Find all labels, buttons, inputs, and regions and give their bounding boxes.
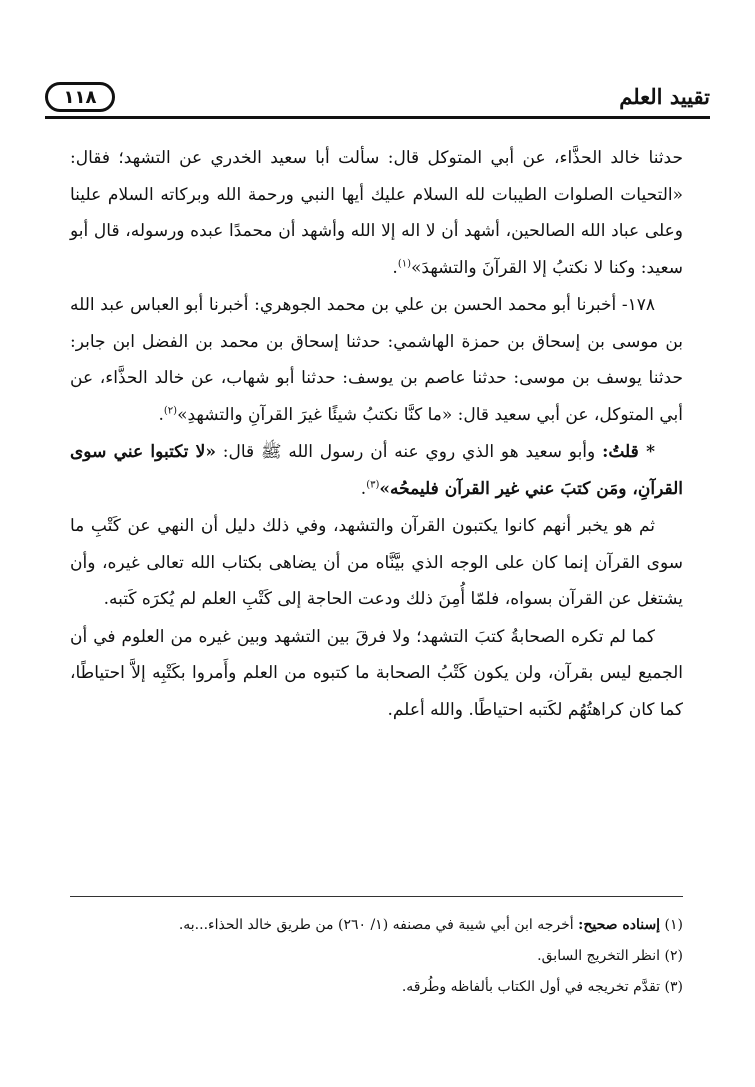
footnote-ref-2: (٢) [163,404,178,416]
paragraph-2: ١٧٨- أخبرنا أبو محمد الحسن بن علي بن محمد الجوهري: أخبرنا أبو العباس عبد الله بن موسى بن إسحاق بن حمزة الهاشمي: حدثنا إسحاق بن محمد بن الفضل ابن جابر: حدثنا يوسف بن موسى: حدثنا عاصم بن يوسف: حدثنا أبو شهاب، عن خالد الحذَّاء، عن أبي المتوكل، عن أبي سعيد قال: «ما كنَّا نكتبُ شيئًا غيرَ القرآنِ والتشهدِ»$^{(٢)}$. [70,295,683,425]
footnote-3-num: (٣) [664,979,683,995]
footnote-3 [70,972,683,1003]
footnote-1-num: (١) [664,917,683,933]
footnote-2-text: انظر التخريج السابق. [537,948,661,964]
running-title: تقييد العلم [619,84,710,109]
page-number: ١١٨ [45,82,115,112]
author-comment-label: * قلتُ: [602,442,656,462]
footnote-1-lead: إسناده صحيح: [578,917,661,933]
footnote-1 [70,910,683,941]
footnote-2 [70,941,683,972]
footnotes [70,910,683,1003]
hadith-quote: «لا تكتبوا عني سوى القرآنِ، ومَن كتبَ عني غير القرآن فليمحُه» [70,442,683,499]
footnote-ref-3: (٣) [366,478,380,490]
footnote-2-num: (٢) [664,948,683,964]
footnote-separator [70,896,683,897]
footnote-3-text: تقدَّم تخريجه في أول الكتاب بألفاظه وطُرقه. [401,979,661,995]
paragraph-3-text: وأبو سعيد هو الذي روي عنه أن رسول الله ﷺ قال: [222,442,596,462]
footnote-1-text: أخرجه ابن أبي شيبة في مصنفه (١/ ٢٦٠) من طريق خالد الحذاء...به. [178,917,574,933]
header-rule [45,116,710,119]
footnote-ref-1: (١) [397,257,412,269]
main-text [70,140,683,729]
paragraph-5: كما لم تكره الصحابةُ كتبَ التشهد؛ ولا فرقَ بين التشهد وبين غيره من العلوم في أن الجميع ليس بقرآن، ولن يكون كَتْبُ الصحابة ما كتبوه من العلم وأَمروا بكَتْبِه إلاَّ احتياطًا، كما كان كراهتُهُم لكَتبه احتياطًا. والله أعلم. [70,626,683,720]
paragraph-4: ثم هو يخبر أنهم كانوا يكتبون القرآن والتشهد، وفي ذلك دليل أن النهي عن كَتْبِ ما سوى القرآن إنما كان على الوجه الذي بيَّنَّاه من أن يضاهى بكتاب الله تعالى غيره، وأن يشتغل عن القرآن بسواه، فلمّا أُمِنَ ذلك ودعت الحاجة إلى كَتْبِ العلم لم يُكرَه كَتبه. [70,516,683,609]
paragraph-2-text: ١٧٨- أخبرنا أبو محمد الحسن بن علي بن محمد الجوهري: أخبرنا أبو العباس عبد الله بن موسى بن إسحاق بن حمزة الهاشمي: حدثنا إسحاق بن محمد بن الفضل ابن جابر: حدثنا يوسف بن موسى: حدثنا عاصم بن يوسف: حدثنا أبو شهاب، عن خالد الحذَّاء، عن أبي المتوكل، عن أبي سعيد قال: «ما كنَّا نكتبُ شيئًا غيرَ القرآنِ والتشهدِ» [70,295,683,425]
page-header [45,80,710,120]
paragraph-1: حدثنا خالد الحذَّاء، عن أبي المتوكل قال: سألت أبا سعيد الخدري عن التشهد؛ فقال: «التحيات الصلوات الطيبات لله السلام عليك أيها النبي ورحمة الله وبركاته السلام علينا وعلى عباد الله الصالحين، أشهد أن لا اله إلا الله وأشهد أن محمدًا عبده ورسوله، قال أبو سعيد: وكنا لا نكتبُ إلا القرآنَ والتشهدَ»$^{(١)}$. [70,148,683,278]
paragraph-3: * قلتُ: وأبو سعيد هو الذي روي عنه أن رسول الله ﷺ قال: «لا تكتبوا عني سوى القرآنِ، ومَن كتبَ عني غير القرآن فليمحُه»$^{(٣)}$. [70,442,683,499]
paragraph-1-text: حدثنا خالد الحذَّاء، عن أبي المتوكل قال: سألت أبا سعيد الخدري عن التشهد؛ فقال: «التحيات الصلوات الطيبات لله السلام عليك أيها النبي ورحمة الله وبركاته السلام علينا وعلى عباد الله الصالحين، أشهد أن لا اله إلا الله وأشهد أن محمدًا عبده ورسوله، قال أبو سعيد: وكنا لا نكتبُ إلا القرآنَ والتشهدَ» [70,148,683,278]
